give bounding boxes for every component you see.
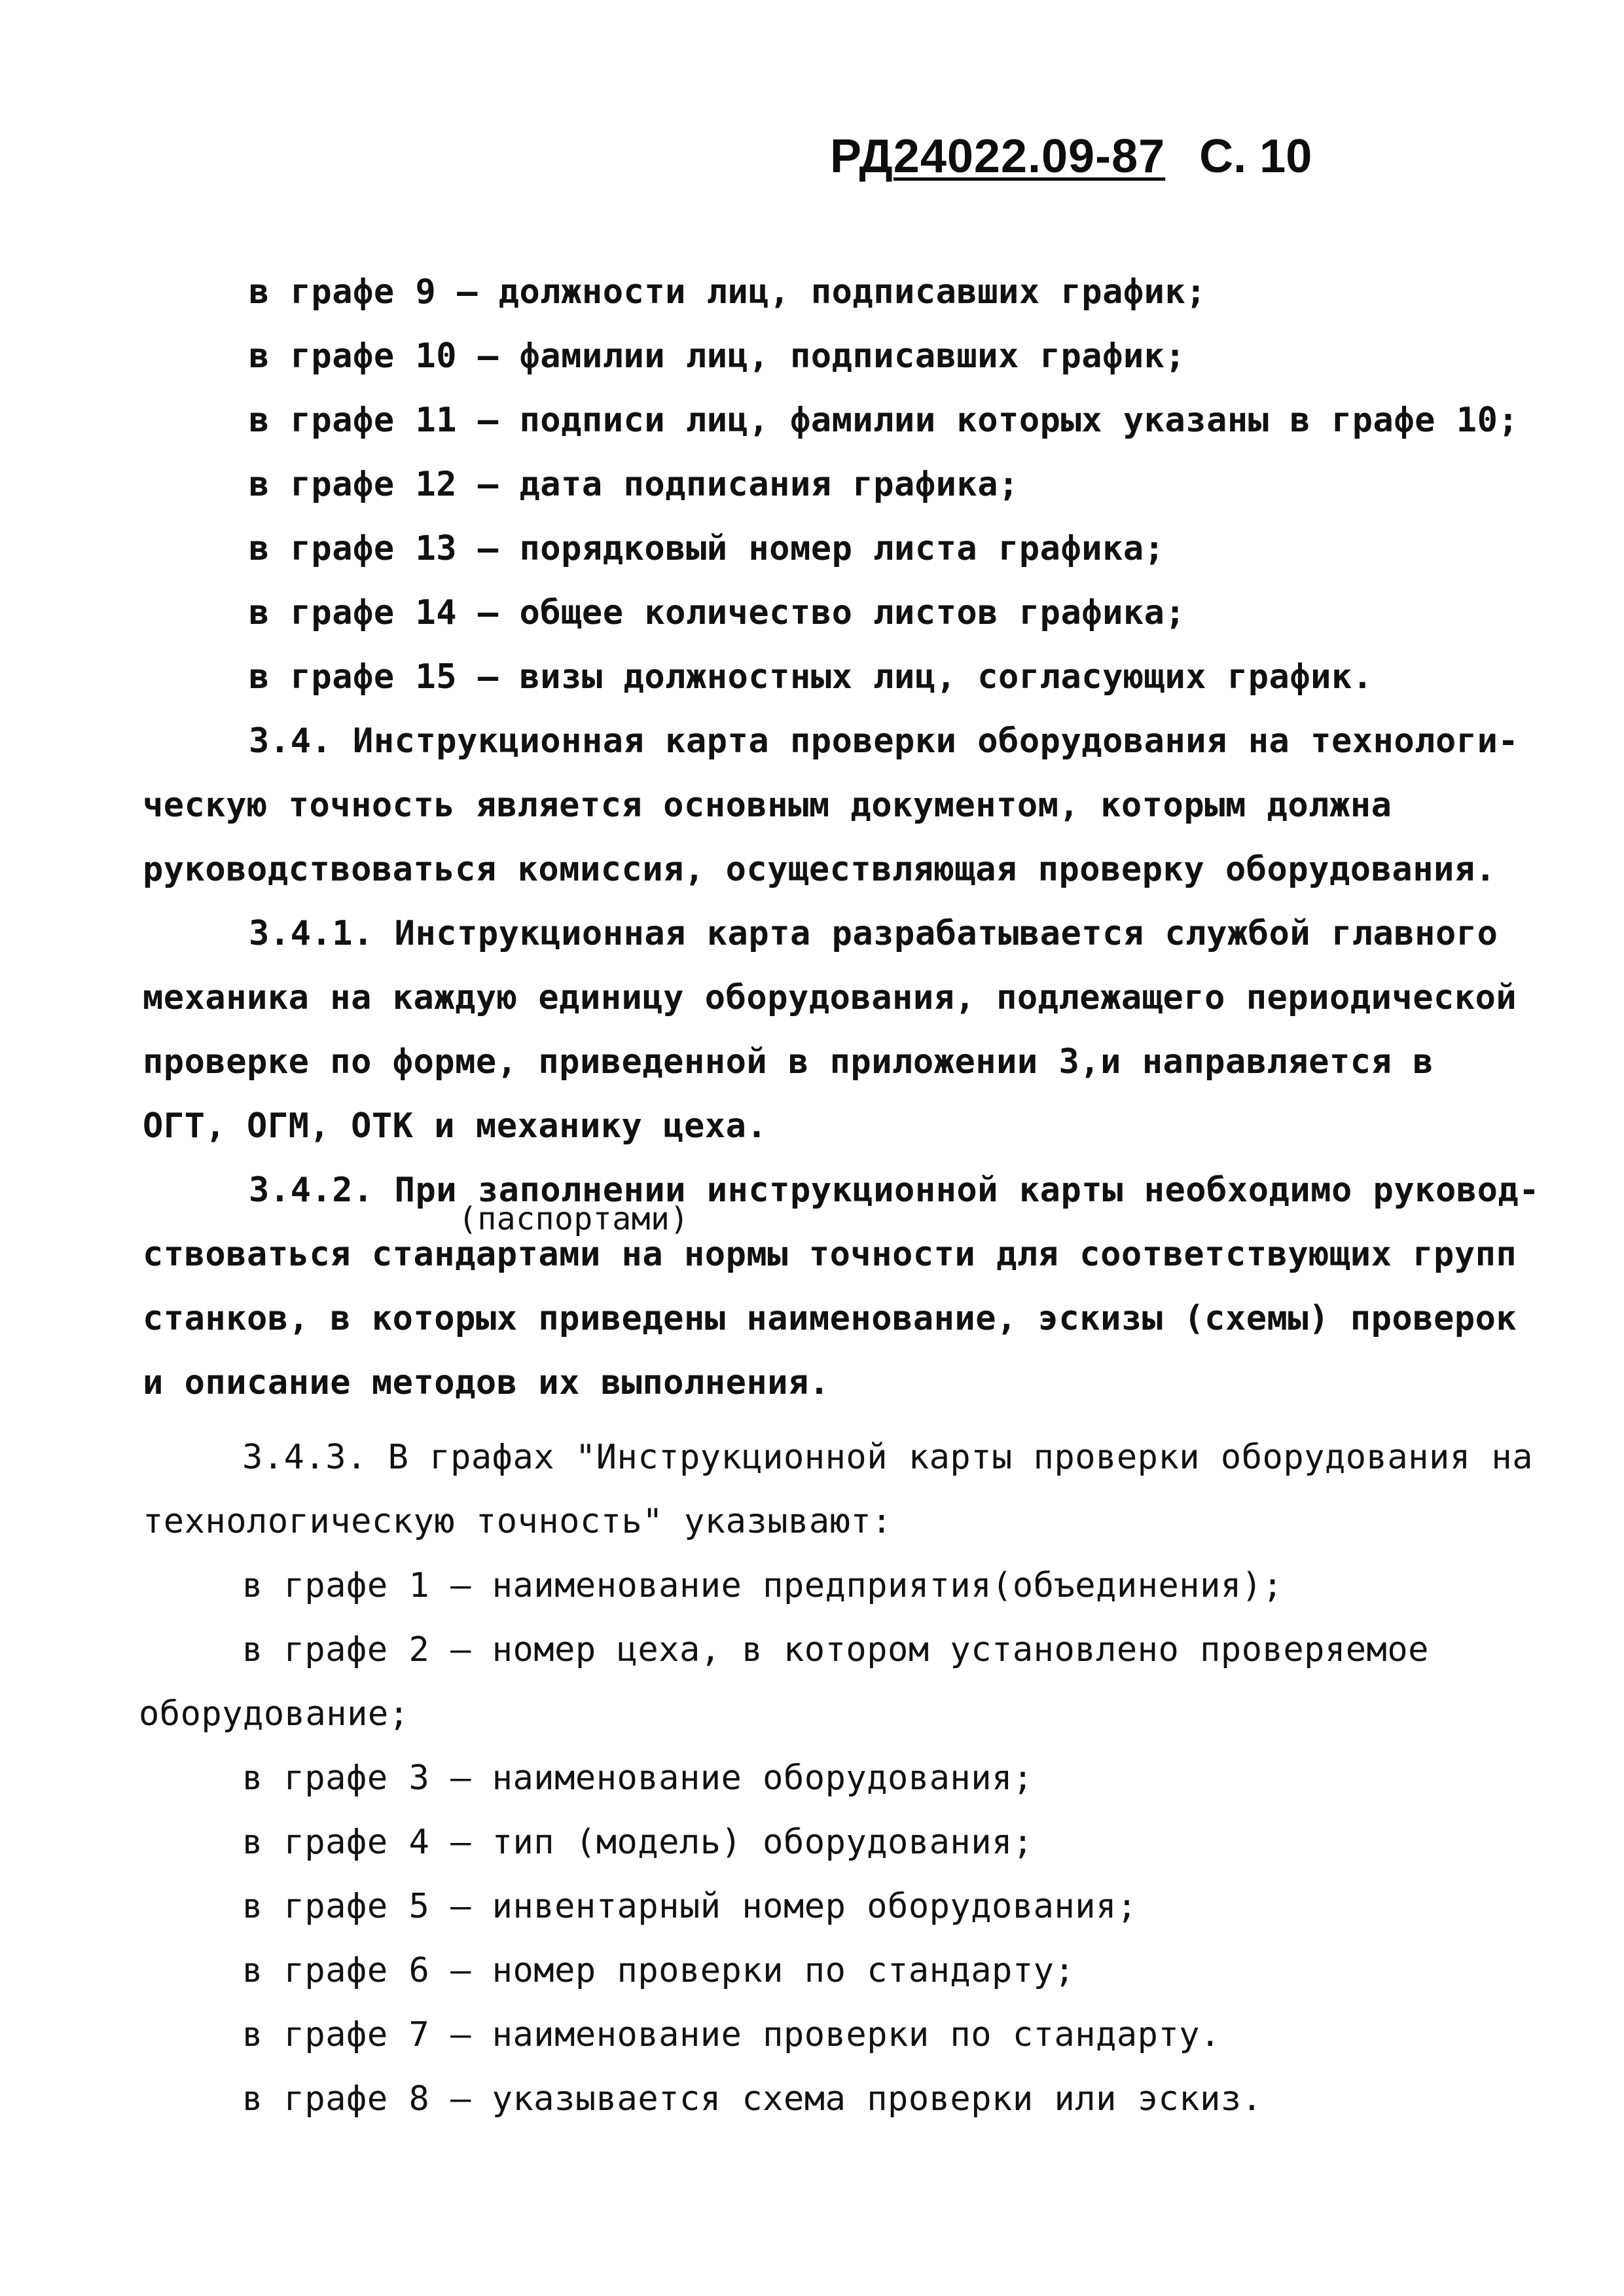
- paragraph-line: станков, в которых приведены наименование, эскизы (схемы) проверок: [143, 1299, 1517, 1338]
- text-line: в графе 13 – порядковый номер листа графика;: [249, 529, 1165, 568]
- page-header: [830, 130, 1312, 183]
- paragraph-line: проверке по форме, приведенной в приложении 3,и направляется в: [143, 1042, 1434, 1082]
- document-code-number: 24022.09-87: [893, 130, 1166, 183]
- paragraph-line: ствоваться стандартами на нормы точности для соответствующих групп: [143, 1235, 1517, 1274]
- text-line: в графе 11 – подписи лиц, фамилии которых указаны в графе 10;: [249, 401, 1519, 440]
- page-number: С. 10: [1199, 130, 1312, 183]
- paragraph-line: ческую точность является основным документом, которым должна: [143, 786, 1392, 825]
- text-line: в графе 3 – наименование оборудования;: [242, 1758, 1034, 1798]
- text-line: в графе 4 – тип (модель) оборудования;: [242, 1823, 1034, 1862]
- text-line: в графе 12 – дата подписания графика;: [249, 465, 1019, 504]
- paragraph-line: и описание методов их выполнения.: [143, 1363, 830, 1402]
- document-code-prefix: РД: [830, 130, 893, 183]
- text-line: в графе 9 – должности лиц, подписавших график;: [249, 272, 1207, 312]
- paragraph-line: 3.4. Инструкционная карта проверки оборудования на технологи-: [249, 721, 1519, 761]
- document-code: [830, 130, 1165, 183]
- paragraph-line: ОГТ, ОГМ, ОТК и механику цеха.: [143, 1106, 768, 1146]
- handwritten-insertion: (паспортами): [458, 1201, 689, 1237]
- text-line: в графе 5 – инвентарный номер оборудования;: [242, 1887, 1138, 1926]
- text-line: в графе 7 – наименование проверки по стандарту.: [242, 2015, 1221, 2054]
- text-line: в графе 6 – номер проверки по стандарту;: [242, 1951, 1075, 1990]
- paragraph-line: 3.4.2. При заполнении инструкционной карты необходимо руковод-: [249, 1171, 1540, 1210]
- text-line: в графе 14 – общее количество листов графика;: [249, 593, 1186, 632]
- text-line: оборудование;: [139, 1694, 410, 1734]
- paragraph-line: 3.4.1. Инструкционная карта разрабатывается службой главного: [249, 914, 1498, 953]
- paragraph-line: 3.4.3. В графах "Инструкционной карты проверки оборудования на: [242, 1438, 1534, 1477]
- paragraph-line: технологическую точность" указывают:: [143, 1502, 893, 1541]
- paragraph-line: механика на каждую единицу оборудования, подлежащего периодической: [143, 978, 1517, 1017]
- text-line: в графе 10 – фамилии лиц, подписавших график;: [249, 337, 1186, 376]
- text-line: в графе 2 – номер цеха, в котором установлено проверяемое: [242, 1630, 1429, 1669]
- text-line: в графе 8 – указывается схема проверки или эскиз.: [242, 2079, 1263, 2119]
- text-line: в графе 1 – наименование предприятия(объединения);: [242, 1566, 1284, 1605]
- text-line: в графе 15 – визы должностных лиц, согласующих график.: [249, 657, 1373, 697]
- paragraph-line: руководствоваться комиссия, осуществляющая проверку оборудования.: [143, 850, 1496, 889]
